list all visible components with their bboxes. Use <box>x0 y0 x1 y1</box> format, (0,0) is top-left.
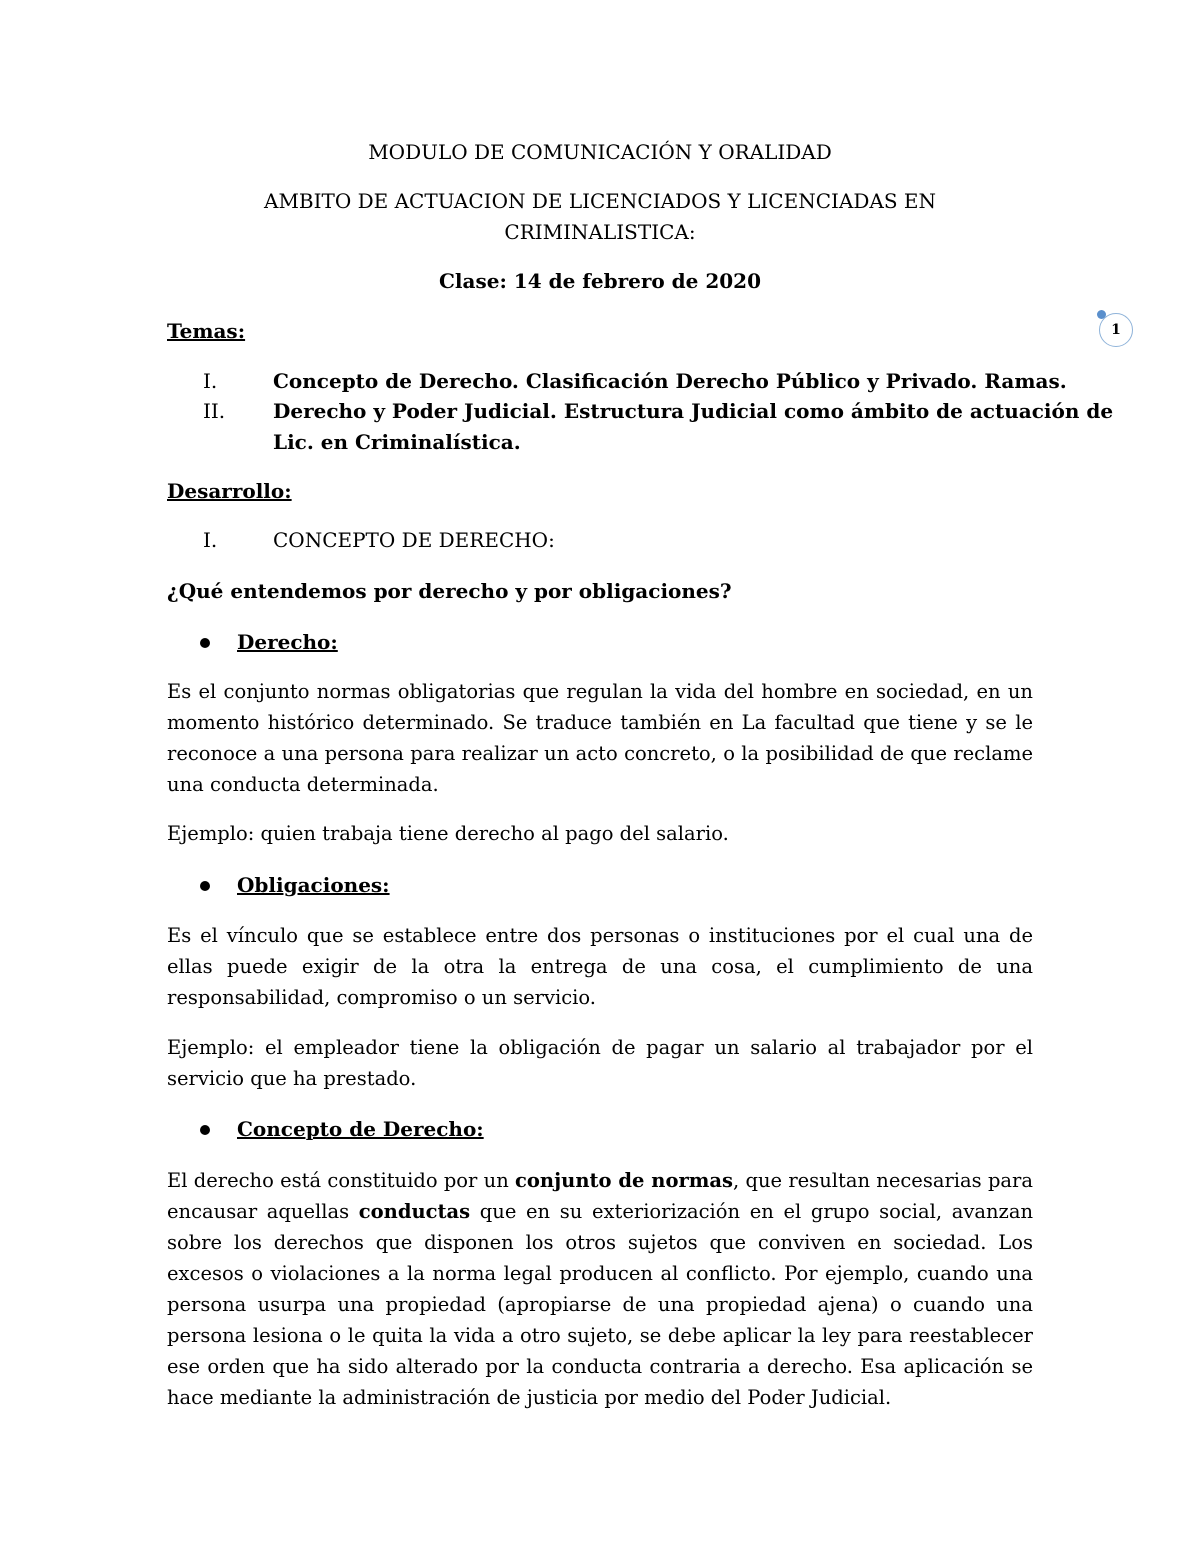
bullet-icon <box>200 1125 210 1135</box>
derecho-paragraph: Es el conjunto normas obligatorias que regulan la vida del hombre en sociedad, en un momento histórico determinado. Se traduce también en La facultad que tiene y se le reconoce a una persona para realizar un acto concreto, o la posibilidad de que reclame una conducta determinada. <box>167 680 1033 796</box>
derecho-heading: Derecho: <box>237 630 338 654</box>
subtitle-line-2: CRIMINALISTICA: <box>504 220 696 244</box>
temas-item-1-number: I. <box>203 369 218 393</box>
question-heading: ¿Qué entendemos por derecho y por obligaciones? <box>167 579 732 603</box>
concepto-bold-normas: conjunto de normas <box>515 1169 733 1192</box>
concepto-heading: Concepto de Derecho: <box>237 1117 484 1141</box>
concepto-text-1: El derecho está constituido por un <box>167 1169 516 1192</box>
temas-item-2-text-line-1: Derecho y Poder Judicial. Estructura Judicial como ámbito de actuación de <box>273 399 1114 423</box>
page-number: 1 <box>1099 313 1133 347</box>
bullet-icon <box>200 638 210 648</box>
subtitle-line-1: AMBITO DE ACTUACION DE LICENCIADOS Y LICENCIADAS EN <box>264 189 936 213</box>
concepto-bold-conductas: conductas <box>358 1200 471 1223</box>
bullet-icon <box>200 881 210 891</box>
obligaciones-paragraph: Es el vínculo que se establece entre dos personas o instituciones por el cual una de ellas puede exigir de la otra la entrega de una cosa, el cumplimiento de una responsabilidad, compromiso o un servicio. <box>167 924 1033 1009</box>
concepto-text-2: , que resultan necesarias para encausar aquellas <box>167 1169 1033 1223</box>
section-number: I. <box>203 528 218 552</box>
temas-item-2-text-line-2: Lic. en Criminalística. <box>273 430 521 454</box>
module-title: MODULO DE COMUNICACIÓN Y ORALIDAD <box>368 140 832 164</box>
obligaciones-heading: Obligaciones: <box>237 873 390 897</box>
derecho-example: Ejemplo: quien trabaja tiene derecho al pago del salario. <box>167 822 729 845</box>
temas-item-1-text: Concepto de Derecho. Clasificación Derecho Público y Privado. Ramas. <box>273 369 1067 393</box>
concepto-text-3: que en su exteriorización en el grupo social, avanzan sobre los derechos que disponen los otros sujetos que conviven en sociedad. Los excesos o violaciones a la norma legal producen al conflicto. Por ejemplo, cuando una persona usurpa una propiedad (apropiarse de una propiedad ajena) o cuando una persona lesiona o le quita la vida a otro sujeto, se debe aplicar la ley para reestablecer ese orden que ha sido alterado por la conducta contraria a derecho. Esa aplicación se hace mediante la administración de justicia por medio del Poder Judicial. <box>167 1200 1033 1409</box>
concepto-paragraph <box>167 1165 1033 1413</box>
obligaciones-example: Ejemplo: el empleador tiene la obligación de pagar un salario al trabajador por el servicio que ha prestado. <box>167 1036 1033 1090</box>
desarrollo-heading: Desarrollo: <box>167 479 292 503</box>
section-title: CONCEPTO DE DERECHO: <box>273 528 555 552</box>
temas-item-2-number: II. <box>203 399 226 423</box>
clase-date: Clase: 14 de febrero de 2020 <box>438 269 762 293</box>
temas-heading: Temas: <box>167 319 246 343</box>
